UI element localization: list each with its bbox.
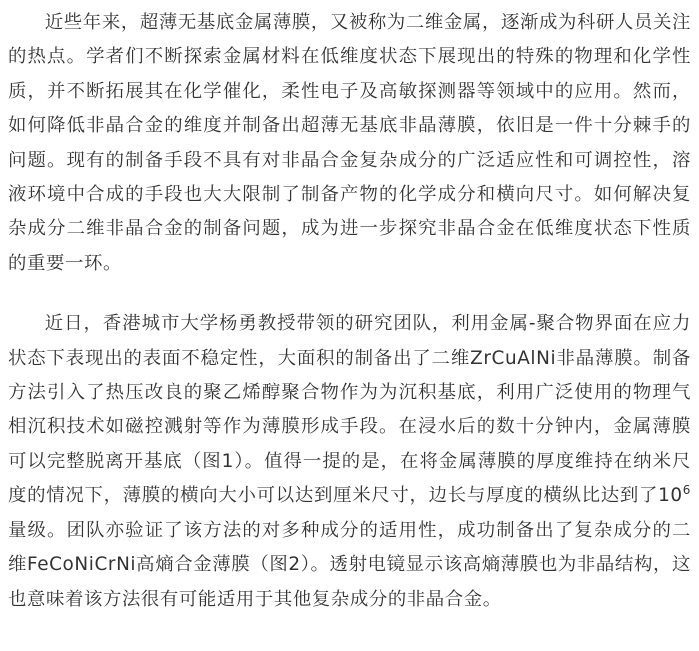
paragraph-research	[8, 307, 691, 617]
paragraph-research-text-a: 近日，香港城市大学杨勇教授带领的研究团队，利用金属-聚合物界面在应力状态下表现出的表面不稳定性，大面积的制备出了二维ZrCuAlNi非晶薄膜。制备方法引入了热压改良的聚乙烯醇聚合物作为为沉积基底，利用广泛使用的物理气相沉积技术如磁控溅射等作为薄膜形成手段。在浸水后的数十分钟内，金属薄膜可以完整脱离开基底（图1）。值得一提的是，在将金属薄膜的厚度维持在纳米尺度的情况下，薄膜的横向大小可以达到厘米尺寸，边长与厚度的横纵比达到了10	[8, 313, 691, 507]
paragraph-research-text-b: 量级。团队亦验证了该方法的对多种成分的适用性，成功制备出了复杂成分的二维FeCoNiCrNi高熵合金薄膜（图2）。透射电镜显示该高熵薄膜也为非晶结构，这也意味着该方法很有可能适用于其他复杂成分的非晶合金。	[8, 519, 691, 610]
paragraph-intro-text: 近些年来，超薄无基底金属薄膜，又被称为二维金属，逐渐成为科研人员关注的热点。学者们不断探索金属材料在低维度状态下展现出的特殊的物理和化学性质，并不断拓展其在化学催化，柔性电子及高敏探测器等领域中的应用。然而，如何降低非晶合金的维度并制备出超薄无基底非晶薄膜，依旧是一件十分棘手的问题。现有的制备手段不具有对非晶合金复杂成分的广泛适应性和可调控性，溶液环境中合成的手段也大大限制了制备产物的化学成分和横向尺寸。如何解决复杂成分二维非晶合金的制备问题，成为进一步探究非晶合金在低维度状态下性质的重要一环。	[8, 12, 691, 274]
aspect-ratio-exponent: 6	[682, 483, 691, 498]
paragraph-intro	[8, 6, 691, 281]
